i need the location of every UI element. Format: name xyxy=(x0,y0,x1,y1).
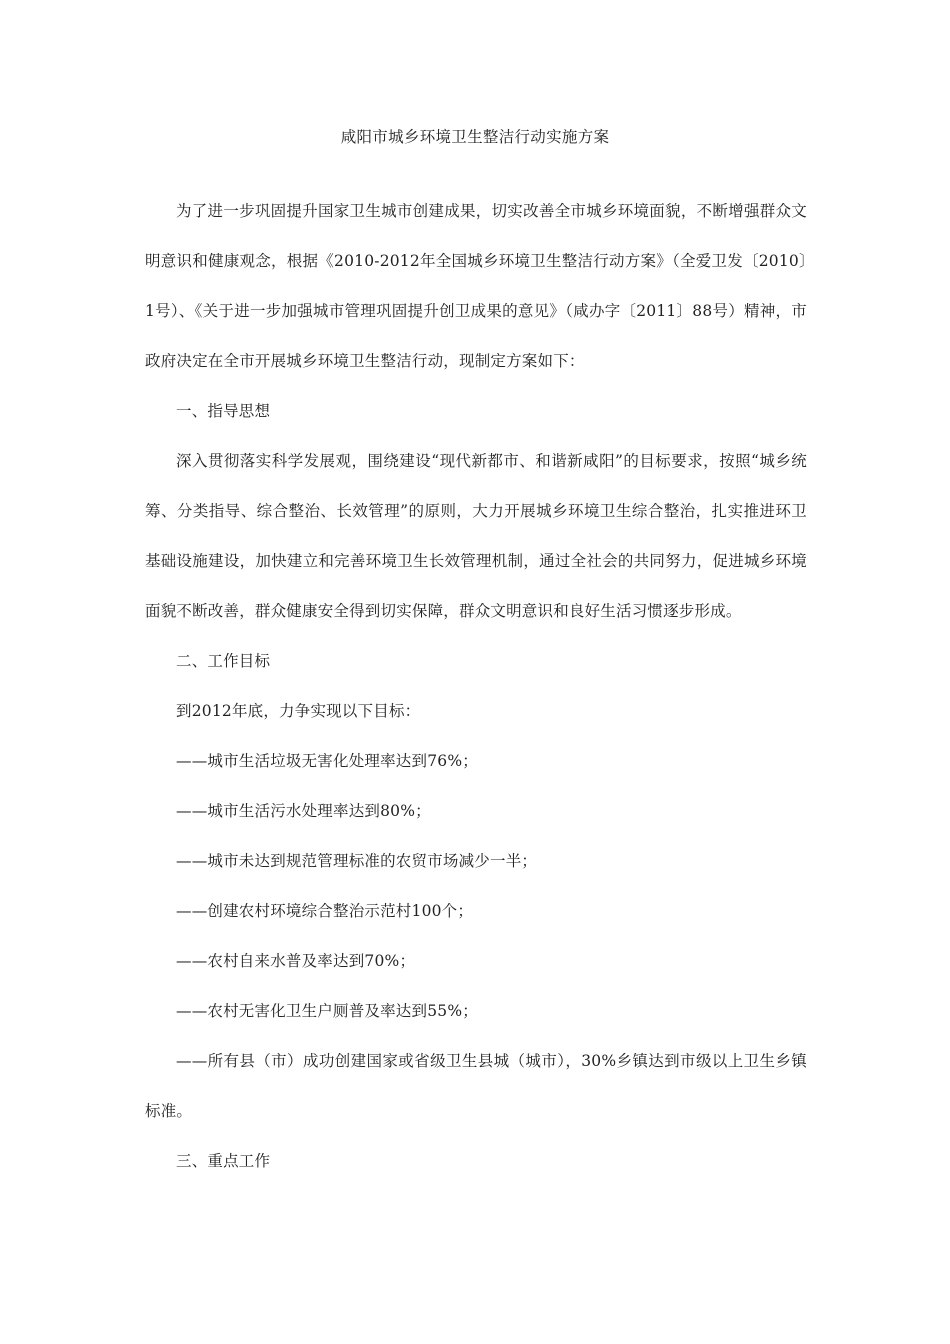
document-title: 咸阳市城乡环境卫生整洁行动实施方案 xyxy=(340,128,610,146)
goal-item: ——创建农村环境综合整治示范村100个； xyxy=(176,902,474,920)
section-heading-guiding-thought: 一、指导思想 xyxy=(176,402,271,420)
intro-paragraph: 为了进一步巩固提升国家卫生城市创建成果，切实改善全市城乡环境面貌，不断增强群众文明意识和健康观念，根据《2010-2012年全国城乡环境卫生整洁行动方案》（全爱卫发〔2010〕1号）、《关于进一步加强城市管理巩固提升创卫成果的意见》（咸办字〔2011〕88号）精神，市政府决定在全市开展城乡环境卫生整洁行动，现制定方案如下： xyxy=(145,202,807,370)
goal-item: ——城市生活污水处理率达到80%； xyxy=(176,802,431,820)
section-heading-work-goals: 二、工作目标 xyxy=(176,652,271,670)
goal-item: ——所有县（市）成功创建国家或省级卫生县城（城市），30%乡镇达到市级以上卫生乡镇标准。 xyxy=(145,1052,807,1120)
document-body xyxy=(145,186,807,1186)
guiding-thought-paragraph: 深入贯彻落实科学发展观，围绕建设“现代新都市、和谐新咸阳”的目标要求，按照“城乡统筹、分类指导、综合整治、长效管理”的原则，大力开展城乡环境卫生综合整治，扎实推进环卫基础设施建设，加快建立和完善环境卫生长效管理机制，通过全社会的共同努力，促进城乡环境面貌不断改善，群众健康安全得到切实保障，群众文明意识和良好生活习惯逐步形成。 xyxy=(145,452,807,620)
goal-item: ——城市生活垃圾无害化处理率达到76%； xyxy=(176,752,478,770)
goals-intro-paragraph: 到2012年底，力争实现以下目标： xyxy=(176,702,421,720)
goal-item: ——城市未达到规范管理标准的农贸市场减少一半； xyxy=(176,852,538,870)
section-heading-key-work: 三、重点工作 xyxy=(176,1152,271,1170)
goal-item: ——农村自来水普及率达到70%； xyxy=(176,952,416,970)
goal-item: ——农村无害化卫生户厕普及率达到55%； xyxy=(176,1002,478,1020)
